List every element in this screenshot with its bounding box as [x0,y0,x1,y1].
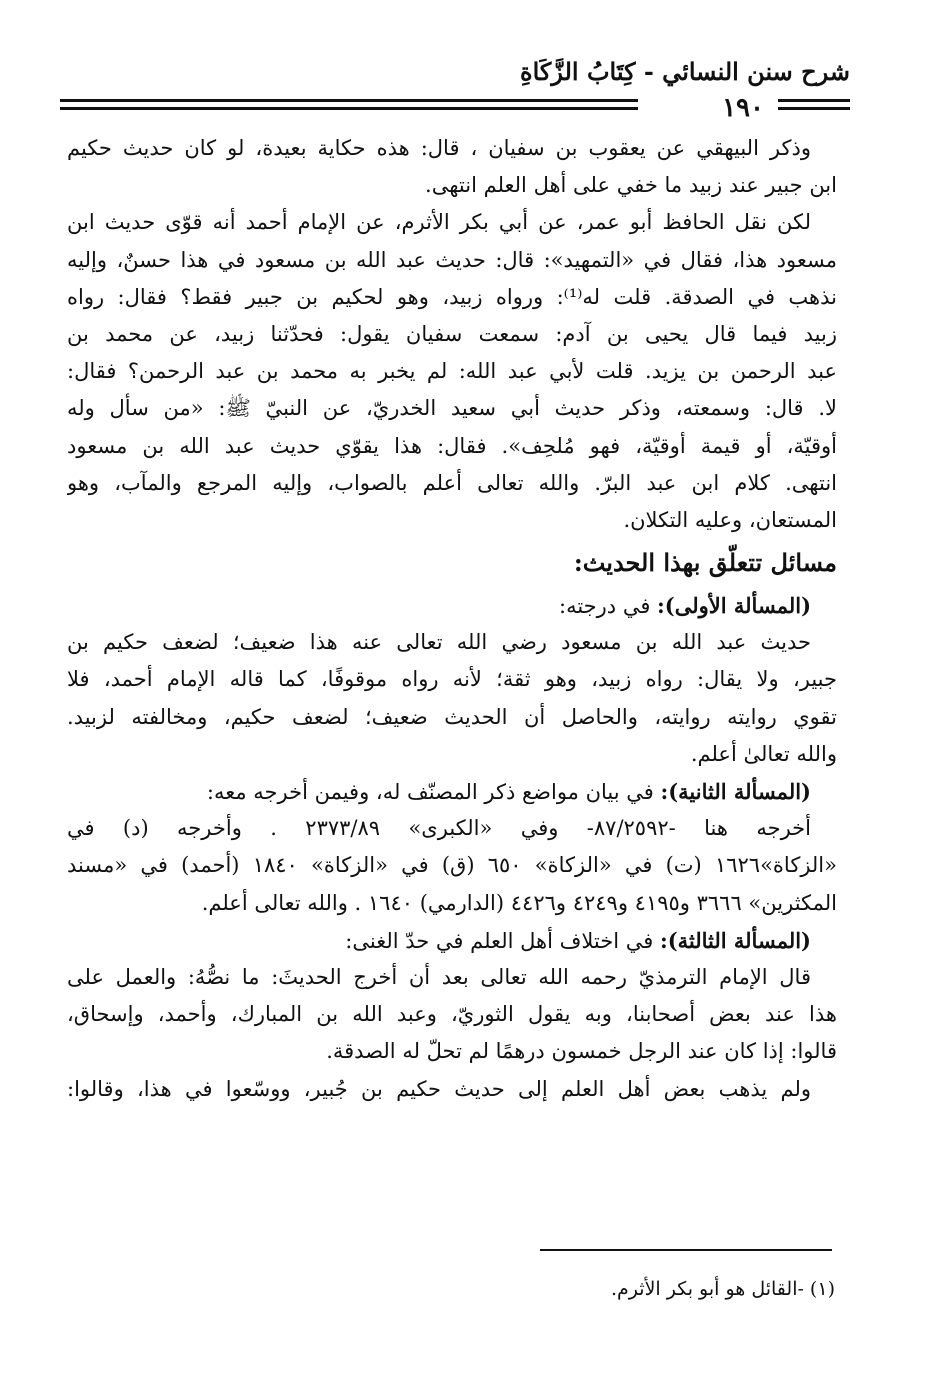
text-line: نذهب في الصدقة. قلت له⁽¹⁾: ورواه زبيد، وهو لحكيم بن جبير فقط؟ فقال: رواه [67,284,837,309]
issue-line-3 [67,922,837,959]
issue-line-2 [67,773,837,810]
page-number: ١٩٠ [722,93,764,123]
text-line: المكثرين» ٣٦٦٦ و٤١٩٥ و٤٢٤٩ و٤٤٢٦ (الدارمي) ١٦٤٠ . والله تعالى أعلم. [201,890,837,915]
text-line: والله تعالىٰ أعلم. [690,741,837,766]
main-text [67,130,837,1108]
issue-title: في درجته: [559,594,658,619]
text-line: انتهى. كلام ابن عبد البرّ. والله تعالى أعلم بالصواب، وإليه المرجع والمآب، وهو [67,470,837,495]
page-header [60,52,850,132]
header-rule [60,99,638,102]
issue-label: (المسألة الأولى): [657,593,811,619]
text-line: عبد الرحمن بن يزيد. قلت لأبي عبد الله: لم يخبر به محمد بن عبد الرحمن؟ فقال: [67,359,837,384]
text-line: حديث عبد الله بن مسعود رضي الله تعالى عنه هذا ضعيف؛ لضعف حكيم بن [67,630,811,655]
footnote: (١) -القائل هو أبو بكر الأثرم. [611,1278,835,1300]
text-line: «الزكاة»١٦٢٦ (ت) في «الزكاة» ٦٥٠ (ق) في «الزكاة» ١٨٤٠ (أحمد) في «مسند [67,853,837,878]
text-line: لكن نقل الحافظ أبو عمر، عن أبي بكر الأثرم، عن الإمام أحمد أنه قوّى حديث ابن [67,210,811,235]
text-line: زبيد فيما قال يحيى بن آدم: سمعت سفيان يقول: فحدّثنا زبيد، عن محمد بن [67,321,837,346]
section-heading: مسائل تتعلّق بهذا الحديث: [573,548,837,578]
issue-title: في اختلاف أهل العلم في حدّ الغنى: [345,928,660,953]
issue-line-1 [67,587,837,624]
text-line: هذا عند بعض أصحابنا، وبه يقول الثوريّ، وعبد الله بن المبارك، وأحمد، وإسحاق، [67,1002,837,1027]
text-line: وذكر البيهقي عن يعقوب بن سفيان ، قال: هذه حكاية بعيدة، لو كان حديث حكيم [67,136,811,160]
text-line: مسعود هذا، فقال في «التمهيد»: قال: حديث عبد الله بن مسعود في هذا حسنٌ، وإليه [67,247,837,272]
running-title: شرح سنن النسائي - كِتَابُ الزَّكَاةِ [520,57,850,86]
text-line: قال الإمام الترمذيّ رحمه الله تعالى بعد أن أخرج الحديثَ: ما نصُّهُ: والعمل على [67,964,811,989]
text-line: أوقيّة، أو قيمة أوقيّة، فهو مُلحِف». فقال: هذا يقوّي حديث عبد الله بن مسعود [67,433,837,458]
issue-title: في بيان مواضع ذكر المصنّف له، وفيمن أخرجه معه: [206,780,661,804]
text-line: ابن جبير عند زبيد ما خفي على أهل العلم انتهى. [425,173,837,198]
issue-label: (المسألة الثالثة): [659,927,811,953]
footnote-separator [540,1249,832,1251]
text-line: قالوا: إذا كان عند الرجل خمسون درهمًا لم تحلّ له الصدقة. [326,1039,837,1064]
text-line: جبير، ولا يقال: رواه زبيد، وهو ثقة؛ لأنه رواه موقوفًا، كما قاله الإمام أحمد، فلا [67,667,837,692]
header-rule-short [778,99,850,102]
issue-label: (المسألة الثانية): [660,779,811,804]
text-line: لا. قال: وسمعته، وذكر حديث أبي سعيد الخدريّ، عن النبيّ ﷺ: «من سأل وله [67,396,837,421]
header-rule-short [778,107,850,110]
text-line: ولم يذهب بعض أهل العلم إلى حديث حكيم بن جُبير، ووسّعوا في هذا، وقالوا: [67,1076,811,1101]
text-line: تقوي روايته روايته، والحاصل أن الحديث ضعيف؛ لضعف حكيم، ومخالفته لزبيد. [67,704,837,729]
text-line: أخرجه هنا -٨٧/٢٥٩٢- وفي «الكبرى» ٢٣٧٣/٨٩ . وأخرجه (د) في [67,816,811,841]
header-rule [60,107,638,110]
text-line: المستعان، وعليه التكلان. [623,507,837,532]
